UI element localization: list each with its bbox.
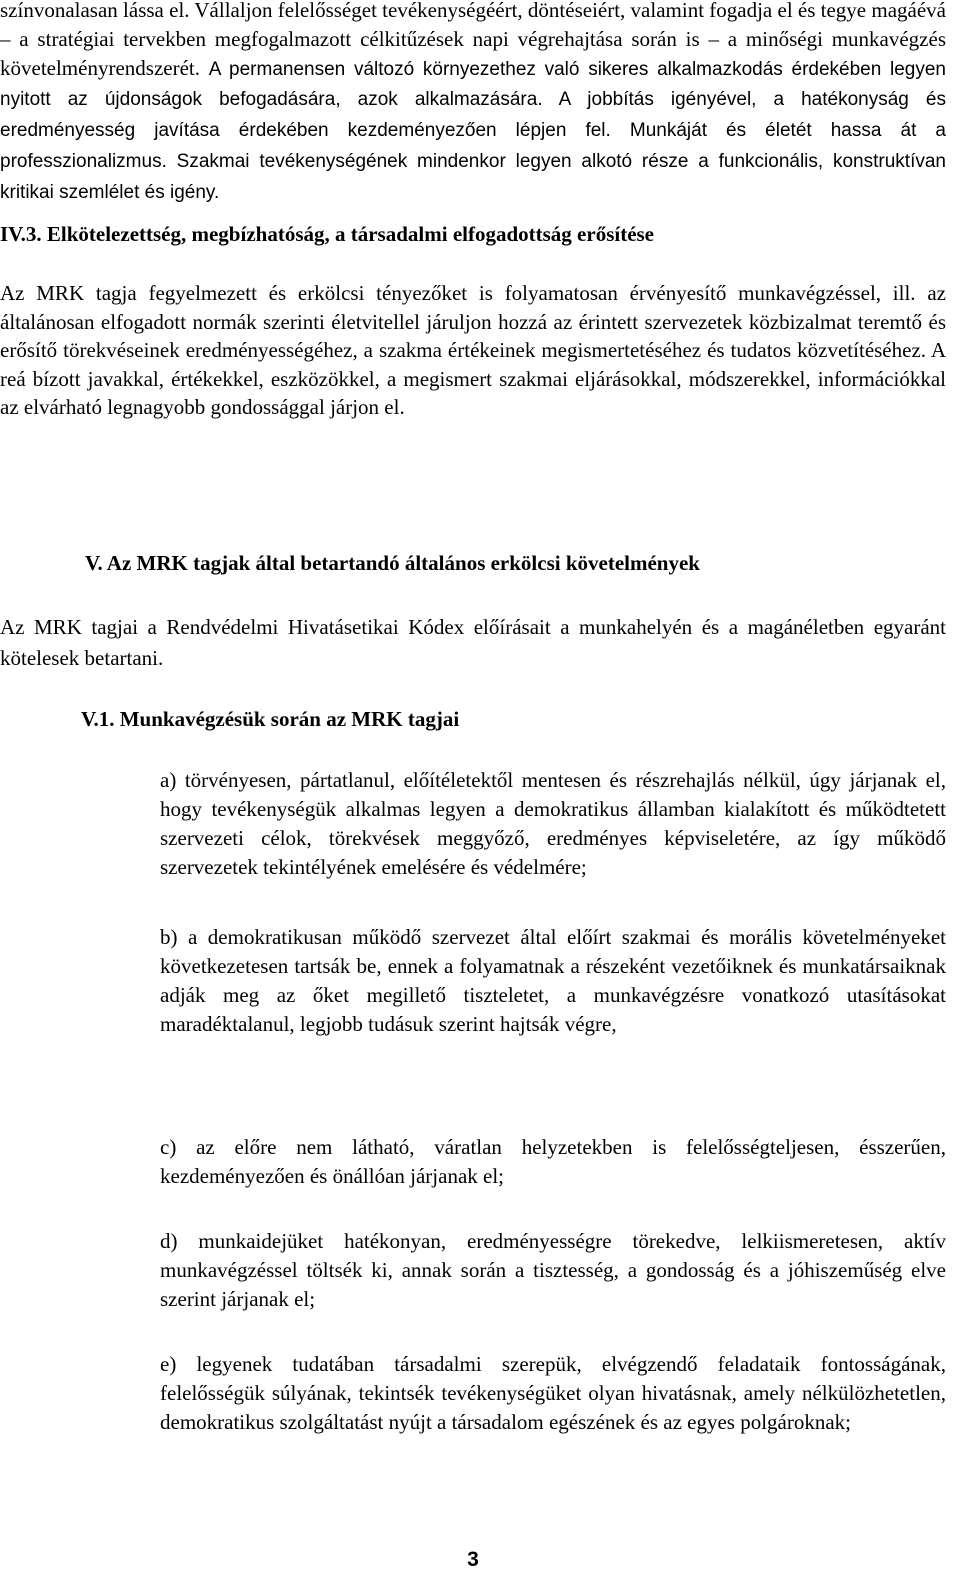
section-iv3-heading: IV.3. Elkötelezettség, megbízhatóság, a társadalmi elfogadottság erősítése (0, 222, 655, 246)
continuation-paragraph (0, 0, 946, 208)
list-item-c: c) az előre nem látható, váratlan helyzetekben is felelősségteljesen, ésszerűen, kezdeményezően és önállóan járjanak el; (160, 1135, 946, 1188)
list-item-e: e) legyenek tudatában társadalmi szerepük, elvégzendő feladataik fontosságának, felelősségük súlyának, tekintsék tevékenységüket olyan hivatásnak, amely nélkülözhetetlen, demokratikus szolgáltatást nyújt a társadalom egészének és az egyes polgároknak; (160, 1352, 946, 1434)
section-iv3-paragraph (0, 279, 946, 422)
continuation-sans-text: A permanensen változó környezethez való sikeres alkalmazkodás érdekében legyen nyitott az újdonságok befogadására, azok alkalmazására. A jobbítás igényével, a hatékonyság és eredményesség javítása érdekében kezdeményezően lépjen fel. Munkáját és életét hassa át a professzionalizmus. Szakmai tevékenységének mindenkor legyen alkotó része a funkcionális, konstruktívan kritikai szemlélet és igény. (0, 58, 947, 203)
section-iv3-serif-continued: az általánosan elfogadott normák szerinti életvitellel járuljon hozzá az érintett szervezetek közbizalmat teremtő és erősítő törekvéseinek eredményességéhez, a szakma értékeinek megismertetéséhez és tudatos közvetítéséhez. A reá bízott javakkal, értékekkel, eszközökkel, a megismert szakmai eljárásokkal, módszerekkel, információkkal az elvárható legnagyobb gondossággal járjon el. (0, 281, 946, 419)
section-v-intro: Az MRK tagjai a Rendvédelmi Hivatásetikai Kódex előírásait a munkahelyén és a magánéletben egyaránt kötelesek betartani. (0, 615, 946, 670)
list-item-a: a) törvényesen, pártatlanul, előítéletektől mentesen és részrehajlás nélkül, úgy járjanak el, hogy tevékenységük alkalmas legyen a demokratikus államban kialakított és működtetett szervezeti célok, törekvések meggyőző, eredményes képviseletére, az így működő szervezetek tekintélyének emelésére és védelmére; (160, 768, 946, 879)
list-item-d: d) munkaidejüket hatékonyan, eredményességre törekedve, lelkiismeretesen, aktív munkavégzéssel töltsék ki, annak során a tisztesség, a gondosság és a jóhiszeműség elve szerint járjanak el; (160, 1229, 946, 1311)
list-item-b: b) a demokratikusan működő szervezet által előírt szakmai és morális követelményeket következetesen tartsák be, ennek a folyamatnak a részeként vezetőiknek és munkatársaiknak adják meg az őket megillető tiszteletet, a munkavégzésre vonatkozó utasításokat maradéktalanul, legjobb tudásuk szerint hajtsák végre, (160, 925, 946, 1036)
section-v1-heading: V.1. Munkavégzésük során az MRK tagjai (81, 707, 460, 731)
section-iv3-serif-text: Az MRK tagja fegyelmezett és erkölcsi tényezőket is folyamatosan érvényesítő munkavégzéssel, ill. (0, 281, 916, 305)
page-number (0, 1545, 946, 1574)
section-v-heading: V. Az MRK tagjak által betartandó általános erkölcsi követelmények (85, 551, 700, 575)
page-number-text: 3 (467, 1548, 479, 1571)
continuation-serif-text: színvonalasan lássa el. Vállaljon felelősséget tevékenységéért, döntéseiért, valamint fogadja el és tegye magáévá – a stratégiai tervekben megfogalmazott célkitűzések napi végrehajtása során is – a minőségi munkavégzés követelményrendszerét. (0, 0, 946, 80)
